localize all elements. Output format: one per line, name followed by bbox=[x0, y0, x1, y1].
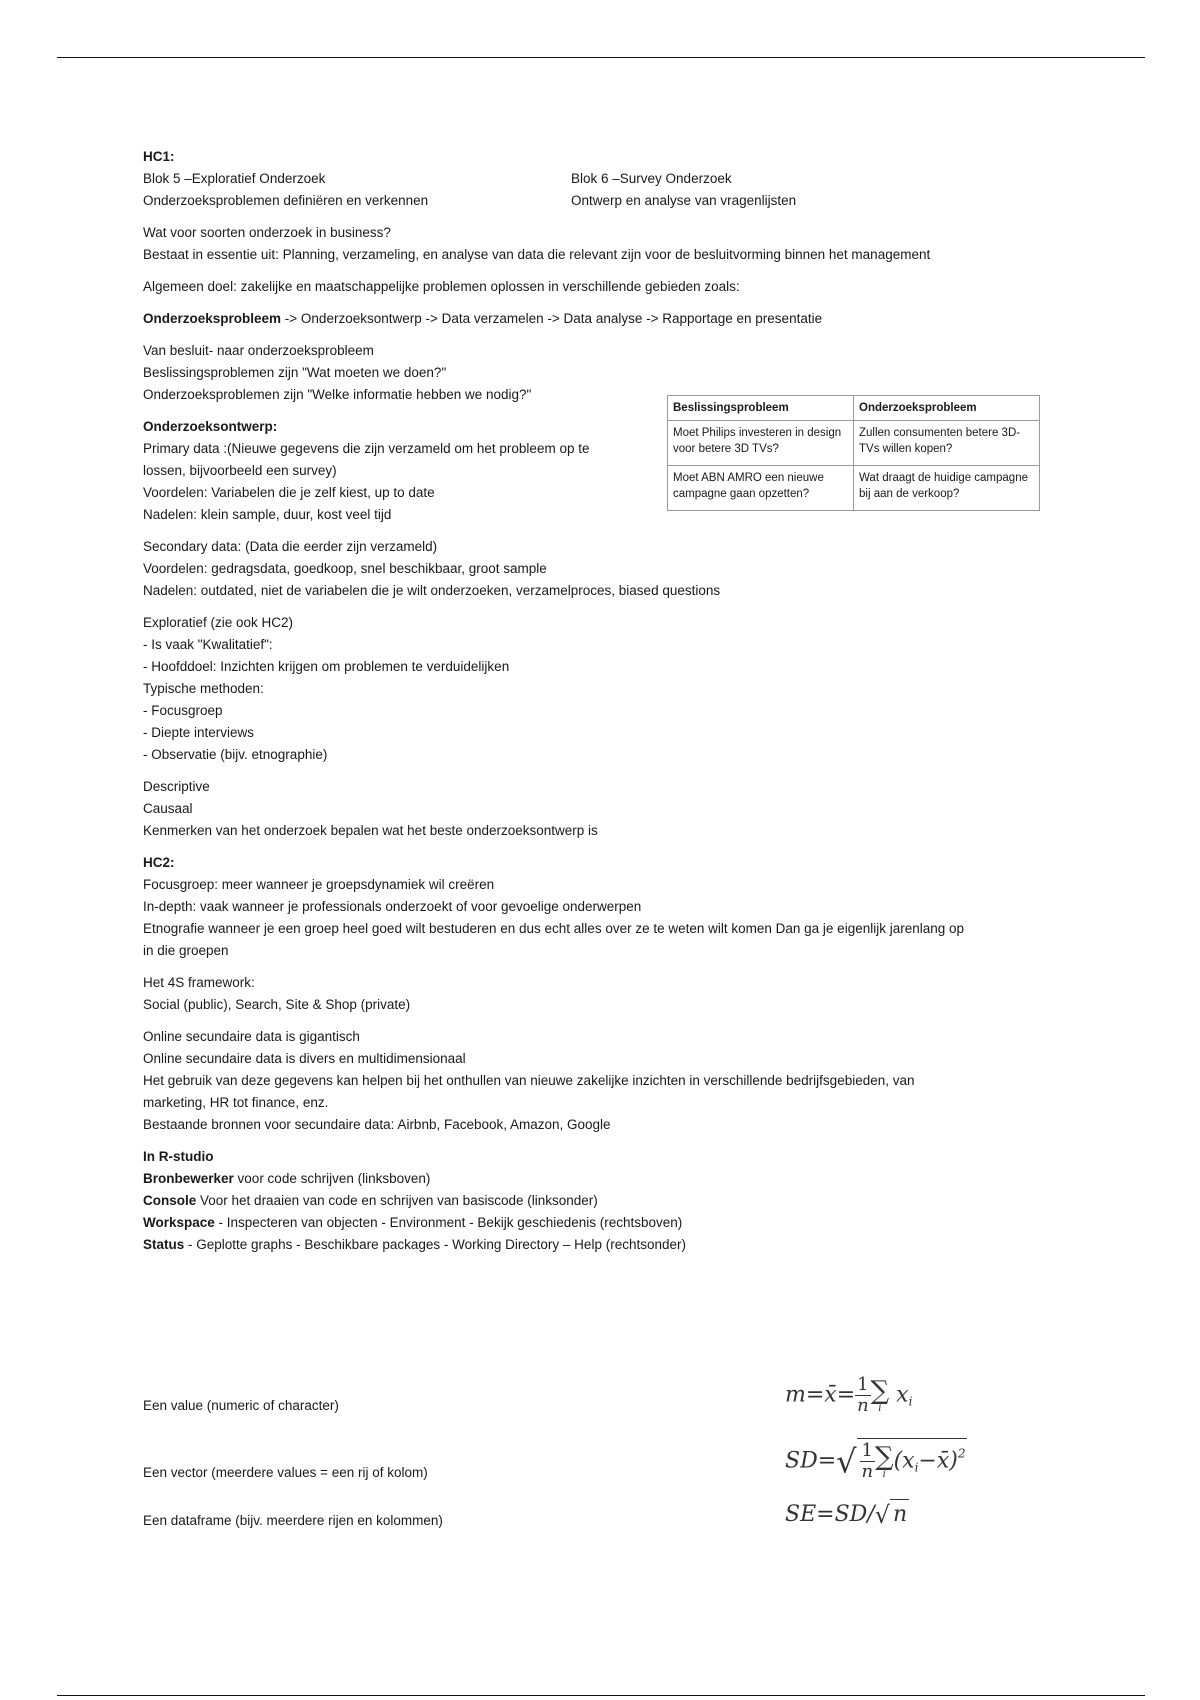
primary-line: Primary data :(Nieuwe gegevens die zijn verzameld om het probleem op te bbox=[143, 441, 590, 456]
besluit-line: Van besluit- naar onderzoeksprobleem bbox=[143, 343, 374, 358]
table-header-cell: Onderzoeksprobleem bbox=[854, 396, 1040, 421]
exploratief-line: Exploratief (zie ook HC2) bbox=[143, 615, 294, 630]
problem-table bbox=[667, 395, 1040, 511]
blok5-subtitle: Onderzoeksproblemen definiëren en verkennen bbox=[143, 193, 429, 208]
exploratief-line: - Focusgroep bbox=[143, 703, 223, 718]
exploratief-line: - Hoofddoel: Inzichten krijgen om problemen te verduidelijken bbox=[143, 659, 510, 674]
table-row bbox=[668, 466, 1040, 511]
table-header-row bbox=[668, 396, 1040, 421]
vector-line: Een vector (meerdere values = een rij of kolom) bbox=[143, 1465, 428, 1480]
online-line: Online secundaire data is divers en multidimensionaal bbox=[143, 1051, 466, 1066]
secondary-line: Voordelen: gedragsdata, goedkoop, snel beschikbaar, groot sample bbox=[143, 561, 547, 576]
design-type-line: Causaal bbox=[143, 801, 193, 816]
online-line: Online secundaire data is gigantisch bbox=[143, 1029, 360, 1044]
rstudio-title: In R-studio bbox=[143, 1149, 214, 1164]
besluit-line: Onderzoeksproblemen zijn "Welke informatie hebben we nodig?" bbox=[143, 387, 532, 402]
hc2-line: Etnografie wanneer je een groep heel goed wilt bestuderen en dus echt alles over ze te weten wilt komen Dan ga je eigenlijk jarenlang op bbox=[143, 921, 965, 936]
hc2-line: in die groepen bbox=[143, 943, 229, 958]
header-rule bbox=[57, 57, 1145, 58]
se-formula: SE=SD/√ n bbox=[785, 1501, 908, 1529]
rstudio-item: Workspace - Inspecteren van objecten - Environment - Bekijk geschiedenis (rechtsboven) bbox=[143, 1215, 683, 1230]
table-cell: Moet Philips investeren in design voor betere 3D TVs? bbox=[668, 421, 854, 466]
secondary-line: Secondary data: (Data die eerder zijn verzameld) bbox=[143, 539, 438, 554]
table-header-cell: Beslissingsprobleem bbox=[668, 396, 854, 421]
document-body bbox=[143, 146, 1043, 1256]
blok-columns bbox=[143, 168, 1043, 212]
exploratief-line: - Diepte interviews bbox=[143, 725, 255, 740]
blok-left-column bbox=[143, 168, 571, 212]
ontwerp-heading: Onderzoeksontwerp: bbox=[143, 419, 278, 434]
dataframe-line: Een dataframe (bijv. meerdere rijen en kolommen) bbox=[143, 1513, 443, 1528]
footer-rule bbox=[57, 1695, 1145, 1696]
secondary-line: Nadelen: outdated, niet de variabelen die je wilt onderzoeken, verzamelproces, biased questions bbox=[143, 583, 721, 598]
hc2-line: Focusgroep: meer wanneer je groepsdynamiek wil creëren bbox=[143, 877, 495, 892]
hc2-line: In-depth: vaak wanneer je professionals onderzoekt of voor gevoelige onderwerpen bbox=[143, 899, 642, 914]
value-line: Een value (numeric of character) bbox=[143, 1398, 339, 1413]
goal-line: Algemeen doel: zakelijke en maatschappelijke problemen oplossen in verschillende gebieden zoals: bbox=[143, 279, 740, 294]
design-type-line: Kenmerken van het onderzoek bepalen wat het beste onderzoeksontwerp is bbox=[143, 823, 598, 838]
primary-line: lossen, bijvoorbeeld een survey) bbox=[143, 463, 337, 478]
rstudio-item: Bronbewerker voor code schrijven (linksboven) bbox=[143, 1171, 431, 1186]
table-cell: Zullen consumenten betere 3D-TVs willen kopen? bbox=[854, 421, 1040, 466]
framework-line: Social (public), Search, Site & Shop (private) bbox=[143, 997, 411, 1012]
mean-formula: m=x̄= $\frac{1}{n}$ ∑ i $x_i$ bbox=[785, 1374, 913, 1416]
primary-line: Voordelen: Variabelen die je zelf kiest, up to date bbox=[143, 485, 435, 500]
exploratief-line: - Is vaak "Kwalitatief": bbox=[143, 637, 273, 652]
blok6-title: Blok 6 –Survey Onderzoek bbox=[571, 171, 732, 186]
online-line: marketing, HR tot finance, enz. bbox=[143, 1095, 329, 1110]
table-row bbox=[668, 421, 1040, 466]
rstudio-item: Console Voor het draaien van code en schrijven van basiscode (linksonder) bbox=[143, 1193, 598, 1208]
table-cell: Moet ABN AMRO een nieuwe campagne gaan opzetten? bbox=[668, 466, 854, 511]
framework-line: Het 4S framework: bbox=[143, 975, 255, 990]
online-line: Bestaande bronnen voor secundaire data: Airbnb, Facebook, Amazon, Google bbox=[143, 1117, 611, 1132]
answer-line: Bestaat in essentie uit: Planning, verzameling, en analyse van data die relevant zijn voor de besluitvorming binnen het management bbox=[143, 247, 931, 262]
primary-line: Nadelen: klein sample, duur, kost veel tijd bbox=[143, 507, 392, 522]
blok-right-column bbox=[571, 168, 796, 212]
sd-radical: $\frac{1}{n}$ ∑ i $(x_i-x̄)^2$ bbox=[857, 1438, 968, 1482]
hc1-title: HC1: bbox=[143, 149, 175, 164]
question-line: Wat voor soorten onderzoek in business? bbox=[143, 225, 391, 240]
mean-fraction: $\frac{1}{n}$ bbox=[857, 1374, 869, 1416]
exploratief-line: Typische methoden: bbox=[143, 681, 264, 696]
blok6-subtitle: Ontwerp en analyse van vragenlijsten bbox=[571, 193, 797, 208]
exploratief-line: - Observatie (bijv. etnographie) bbox=[143, 747, 328, 762]
hc2-title: HC2: bbox=[143, 855, 175, 870]
blok5-title: Blok 5 –Exploratief Onderzoek bbox=[143, 171, 326, 186]
rstudio-item: Status - Geplotte graphs - Beschikbare packages - Working Directory – Help (rechtsonder) bbox=[143, 1237, 686, 1252]
online-line: Het gebruik van deze gegevens kan helpen bij het onthullen van nieuwe zakelijke inzichten in verschillende bedrijfsgebieden, van bbox=[143, 1073, 915, 1088]
besluit-line: Beslissingsproblemen zijn "Wat moeten we doen?" bbox=[143, 365, 447, 380]
sum-symbol: ∑ i bbox=[870, 1375, 890, 1414]
flow-steps: -> Onderzoeksontwerp -> Data verzamelen -> Data analyse -> Rapportage en presentatie bbox=[281, 311, 823, 326]
flow-start: Onderzoeksprobleem bbox=[143, 311, 282, 326]
table-cell: Wat draagt de huidige campagne bij aan de verkoop? bbox=[854, 466, 1040, 511]
design-type-line: Descriptive bbox=[143, 779, 210, 794]
research-flow bbox=[143, 308, 1043, 330]
sd-formula: SD=√ $\frac{1}{n}$ ∑ i $(x_i-x̄)^2$ bbox=[785, 1440, 966, 1482]
